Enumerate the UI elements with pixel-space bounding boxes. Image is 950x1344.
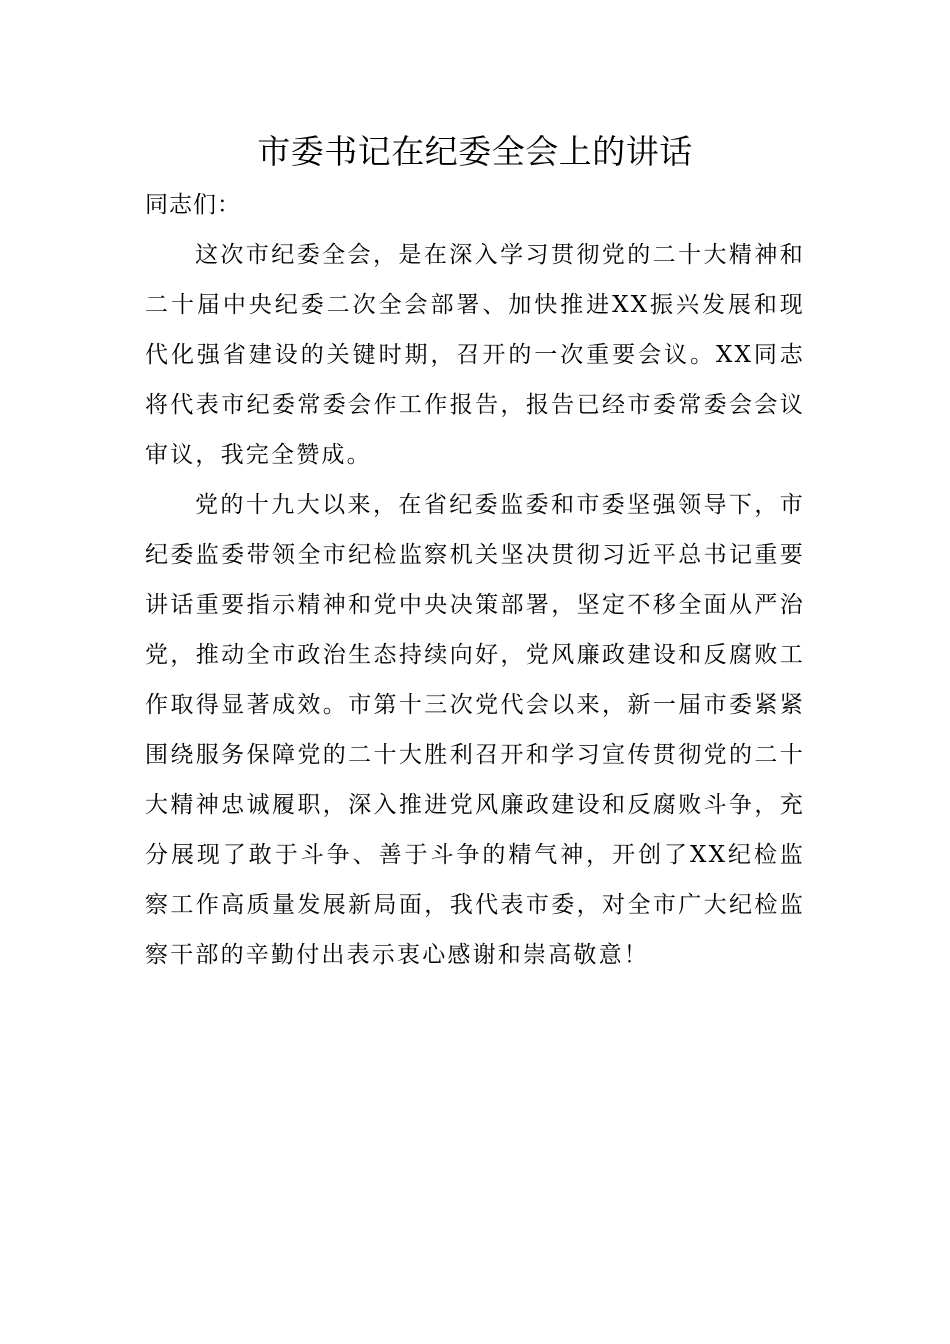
document-body	[145, 180, 805, 980]
paragraph-1: 这次市纪委全会，是在深入学习贯彻党的二十大精神和二十届中央纪委二次全会部署、加快推进XX振兴发展和现代化强省建设的关键时期，召开的一次重要会议。XX同志将代表市纪委常委会作工作报告，报告已经市委常委会会议审议，我完全赞成。	[145, 242, 805, 468]
paragraph-2: 党的十九大以来，在省纪委监委和市委坚强领导下，市纪委监委带领全市纪检监察机关坚决贯彻习近平总书记重要讲话重要指示精神和党中央决策部署，坚定不移全面从严治党，推动全市政治生态持续向好，党风廉政建设和反腐败工作取得显著成效。市第十三次党代会以来，新一届市委紧紧围绕服务保障党的二十大胜利召开和学习宣传贯彻党的二十大精神忠诚履职，深入推进党风廉政建设和反腐败斗争，充分展现了敢于斗争、善于斗争的精气神，开创了XX纪检监察工作高质量发展新局面，我代表市委，对全市广大纪检监察干部的辛勤付出表示衷心感谢和崇高敬意！	[145, 492, 805, 968]
document-title: 市委书记在纪委全会上的讲话	[257, 132, 693, 171]
salutation: 同志们：	[145, 192, 241, 218]
